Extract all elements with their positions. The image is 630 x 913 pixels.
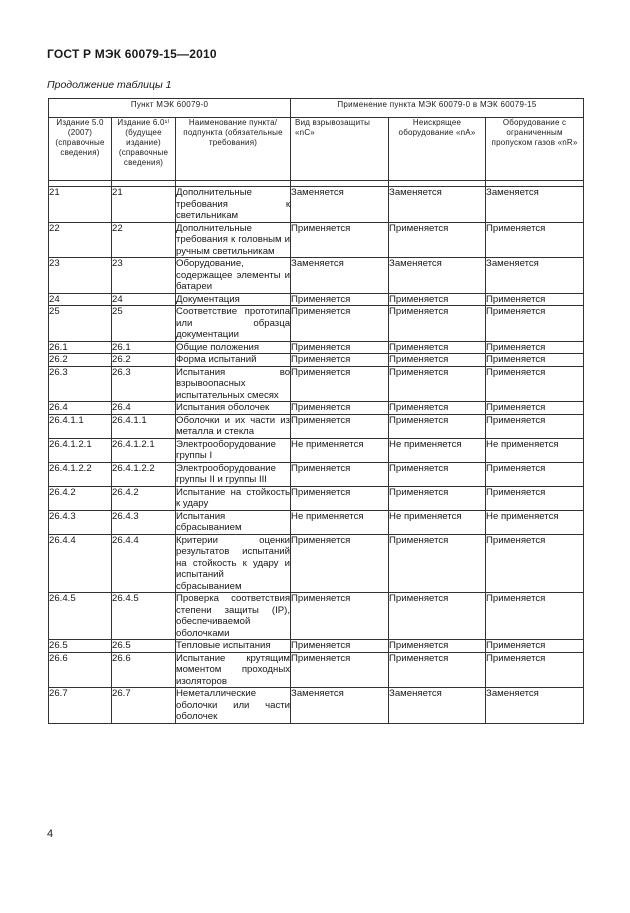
table-row bbox=[49, 222, 584, 258]
nr-status-cell: Не применяется bbox=[486, 510, 584, 534]
edition-5-cell: 26.3 bbox=[49, 366, 112, 402]
nc-status-cell: Применяется bbox=[291, 462, 389, 486]
edition-5-cell: 26.4.3 bbox=[49, 510, 112, 534]
na-status-cell: Применяется bbox=[389, 306, 486, 342]
nc-status-cell: Применяется bbox=[291, 640, 389, 653]
clause-table bbox=[48, 98, 584, 724]
group-header-application: Применение пункта МЭК 60079-0 в МЭК 60079-15 bbox=[291, 99, 584, 118]
clause-name-cell: Испытания сбрасыванием bbox=[176, 510, 291, 534]
table-row bbox=[49, 354, 584, 367]
edition-6-cell: 26.5 bbox=[112, 640, 176, 653]
nc-status-cell: Применяется bbox=[291, 593, 389, 640]
clause-name-cell: Проверка соответствия степени защиты (IP), обеспечиваемой оболочками bbox=[176, 593, 291, 639]
edition-5-cell: 21 bbox=[49, 187, 112, 223]
na-status-cell: Применяется bbox=[389, 652, 486, 688]
na-status-cell: Применяется bbox=[389, 593, 486, 640]
na-status-cell: Заменяется bbox=[389, 187, 486, 223]
edition-6-cell: 26.4.1.1 bbox=[112, 414, 176, 438]
edition-6-cell: 26.4.5 bbox=[112, 593, 176, 640]
nr-status-cell: Применяется bbox=[486, 486, 584, 510]
clause-name-cell: Документация bbox=[176, 293, 291, 306]
clause-name-cell: Тепловые испытания bbox=[176, 640, 291, 653]
na-status-cell: Заменяется bbox=[389, 258, 486, 294]
page-number: 4 bbox=[47, 828, 54, 840]
clause-name-cell: Испытание крутящим моментом проходных изоляторов bbox=[176, 652, 291, 687]
edition-6-cell: 24 bbox=[112, 293, 176, 306]
edition-5-cell: 26.4.2 bbox=[49, 486, 112, 510]
edition-5-cell: 26.6 bbox=[49, 652, 112, 688]
edition-5-cell: 26.7 bbox=[49, 688, 112, 724]
edition-5-cell: 22 bbox=[49, 222, 112, 258]
edition-5-cell: 26.4.1.1 bbox=[49, 414, 112, 438]
clause-name-cell: Форма испытаний bbox=[176, 354, 291, 367]
table-row bbox=[49, 187, 584, 223]
table-row bbox=[49, 438, 584, 462]
table-row bbox=[49, 486, 584, 510]
edition-6-cell: 25 bbox=[112, 306, 176, 342]
clause-name-cell: Электрооборудование группы I bbox=[176, 438, 291, 462]
clause-name-cell: Оборудование, содержащее элементы и батареи bbox=[176, 258, 291, 292]
na-status-cell: Применяется bbox=[389, 354, 486, 367]
nc-status-cell: Применяется bbox=[291, 652, 389, 688]
table-row bbox=[49, 534, 584, 593]
nr-status-cell: Не применяется bbox=[486, 438, 584, 462]
nr-status-cell: Применяется bbox=[486, 306, 584, 342]
nc-status-cell: Применяется bbox=[291, 402, 389, 415]
nc-status-cell: Применяется bbox=[291, 534, 389, 593]
col-header-na: Неискрящее оборудование «nA» bbox=[389, 118, 486, 181]
edition-6-cell: 26.4.3 bbox=[112, 510, 176, 534]
nr-status-cell: Применяется bbox=[486, 366, 584, 402]
edition-6-cell: 26.4 bbox=[112, 402, 176, 415]
clause-name-cell: Соответствие прототипа или образца документации bbox=[176, 306, 291, 340]
na-status-cell: Применяется bbox=[389, 640, 486, 653]
clause-name-cell: Общие положения bbox=[176, 341, 291, 354]
edition-6-cell: 26.4.1.2.2 bbox=[112, 462, 176, 486]
table-row bbox=[49, 402, 584, 415]
edition-6-cell: 26.4.1.2.1 bbox=[112, 438, 176, 462]
nc-status-cell: Применяется bbox=[291, 366, 389, 402]
na-status-cell: Не применяется bbox=[389, 510, 486, 534]
clause-name-cell: Испытания во взрывоопасных испытательных смесях bbox=[176, 366, 291, 401]
nr-status-cell: Применяется bbox=[486, 414, 584, 438]
group-header-iec-60079-0: Пункт МЭК 60079-0 bbox=[49, 99, 291, 118]
na-status-cell: Применяется bbox=[389, 222, 486, 258]
document-header: ГОСТ Р МЭК 60079-15—2010 bbox=[47, 47, 217, 61]
col-header-nr: Оборудование с ограниченным пропуском газов «nR» bbox=[486, 118, 584, 181]
edition-6-cell: 26.3 bbox=[112, 366, 176, 402]
nr-status-cell: Применяется bbox=[486, 534, 584, 593]
nr-status-cell: Применяется bbox=[486, 341, 584, 354]
edition-5-cell: 26.4.5 bbox=[49, 593, 112, 640]
edition-6-cell: 22 bbox=[112, 222, 176, 258]
na-status-cell: Применяется bbox=[389, 462, 486, 486]
clause-name-cell: Испытание на стойкость к удару bbox=[176, 486, 291, 509]
nc-status-cell: Применяется bbox=[291, 293, 389, 306]
nc-status-cell: Заменяется bbox=[291, 258, 389, 294]
nc-status-cell: Заменяется bbox=[291, 688, 389, 724]
na-status-cell: Применяется bbox=[389, 341, 486, 354]
nc-status-cell: Применяется bbox=[291, 341, 389, 354]
col-header-edition-5: Издание 5.0 (2007) (справочные сведения) bbox=[49, 118, 112, 181]
nc-status-cell: Не применяется bbox=[291, 438, 389, 462]
clause-name-cell: Дополнительные требования к светильникам bbox=[176, 187, 291, 221]
table-row bbox=[49, 366, 584, 402]
clause-name-cell: Испытания оболочек bbox=[176, 402, 291, 415]
edition-5-cell: 24 bbox=[49, 293, 112, 306]
nc-status-cell: Применяется bbox=[291, 414, 389, 438]
na-status-cell: Применяется bbox=[389, 293, 486, 306]
na-status-cell: Применяется bbox=[389, 366, 486, 402]
edition-5-cell: 26.1 bbox=[49, 341, 112, 354]
nr-status-cell: Заменяется bbox=[486, 258, 584, 294]
nr-status-cell: Применяется bbox=[486, 640, 584, 653]
clause-name-cell: Электрооборудование группы II и группы III bbox=[176, 462, 291, 486]
na-status-cell: Заменяется bbox=[389, 688, 486, 724]
nr-status-cell: Применяется bbox=[486, 593, 584, 640]
edition-5-cell: 26.2 bbox=[49, 354, 112, 367]
edition-6-cell: 26.4.4 bbox=[112, 534, 176, 593]
nr-status-cell: Применяется bbox=[486, 354, 584, 367]
table-row bbox=[49, 510, 584, 534]
clause-name-cell: Неметаллические оболочки или части оболочек bbox=[176, 688, 291, 722]
table-row bbox=[49, 640, 584, 653]
nc-status-cell: Применяется bbox=[291, 354, 389, 367]
edition-5-cell: 26.4.1.2.1 bbox=[49, 438, 112, 462]
table-row bbox=[49, 258, 584, 294]
edition-6-cell: 26.4.2 bbox=[112, 486, 176, 510]
edition-6-cell: 23 bbox=[112, 258, 176, 294]
clause-name-cell: Оболочки и их части из металла и стекла bbox=[176, 414, 291, 437]
nc-status-cell: Заменяется bbox=[291, 187, 389, 223]
table-row bbox=[49, 306, 584, 342]
nc-status-cell: Не применяется bbox=[291, 510, 389, 534]
edition-5-cell: 26.5 bbox=[49, 640, 112, 653]
edition-5-cell: 26.4.4 bbox=[49, 534, 112, 593]
col-header-nc: Вид взрывозащиты «nC» bbox=[291, 118, 389, 181]
col-header-edition-6: Издание 6.0¹⁾ (будущее издание) (справочные сведения) bbox=[112, 118, 176, 181]
na-status-cell: Применяется bbox=[389, 402, 486, 415]
clause-name-cell: Дополнительные требования к головным и ручным светильникам bbox=[176, 222, 291, 257]
nr-status-cell: Заменяется bbox=[486, 187, 584, 223]
edition-5-cell: 26.4 bbox=[49, 402, 112, 415]
table-row bbox=[49, 652, 584, 688]
edition-5-cell: 23 bbox=[49, 258, 112, 294]
table-row bbox=[49, 462, 584, 486]
edition-6-cell: 21 bbox=[112, 187, 176, 223]
clause-name-cell: Критерии оценки результатов испытаний на стойкость к удару и испытаний сбрасыванием bbox=[176, 534, 291, 592]
nr-status-cell: Применяется bbox=[486, 462, 584, 486]
table-caption: Продолжение таблицы 1 bbox=[47, 79, 172, 91]
nc-status-cell: Применяется bbox=[291, 222, 389, 258]
edition-5-cell: 26.4.1.2.2 bbox=[49, 462, 112, 486]
col-header-clause-name: Наименование пункта/подпункта (обязательные требования) bbox=[176, 118, 291, 181]
edition-6-cell: 26.2 bbox=[112, 354, 176, 367]
table-row bbox=[49, 593, 584, 640]
edition-6-cell: 26.7 bbox=[112, 688, 176, 724]
nc-status-cell: Применяется bbox=[291, 306, 389, 342]
table-row bbox=[49, 414, 584, 438]
edition-6-cell: 26.6 bbox=[112, 652, 176, 688]
table-row bbox=[49, 688, 584, 724]
na-status-cell: Применяется bbox=[389, 486, 486, 510]
nr-status-cell: Применяется bbox=[486, 652, 584, 688]
na-status-cell: Применяется bbox=[389, 414, 486, 438]
nr-status-cell: Применяется bbox=[486, 222, 584, 258]
table-row bbox=[49, 293, 584, 306]
nr-status-cell: Применяется bbox=[486, 293, 584, 306]
nc-status-cell: Применяется bbox=[291, 486, 389, 510]
edition-6-cell: 26.1 bbox=[112, 341, 176, 354]
na-status-cell: Применяется bbox=[389, 534, 486, 593]
table-row bbox=[49, 341, 584, 354]
edition-5-cell: 25 bbox=[49, 306, 112, 342]
nr-status-cell: Заменяется bbox=[486, 688, 584, 724]
na-status-cell: Не применяется bbox=[389, 438, 486, 462]
nr-status-cell: Применяется bbox=[486, 402, 584, 415]
